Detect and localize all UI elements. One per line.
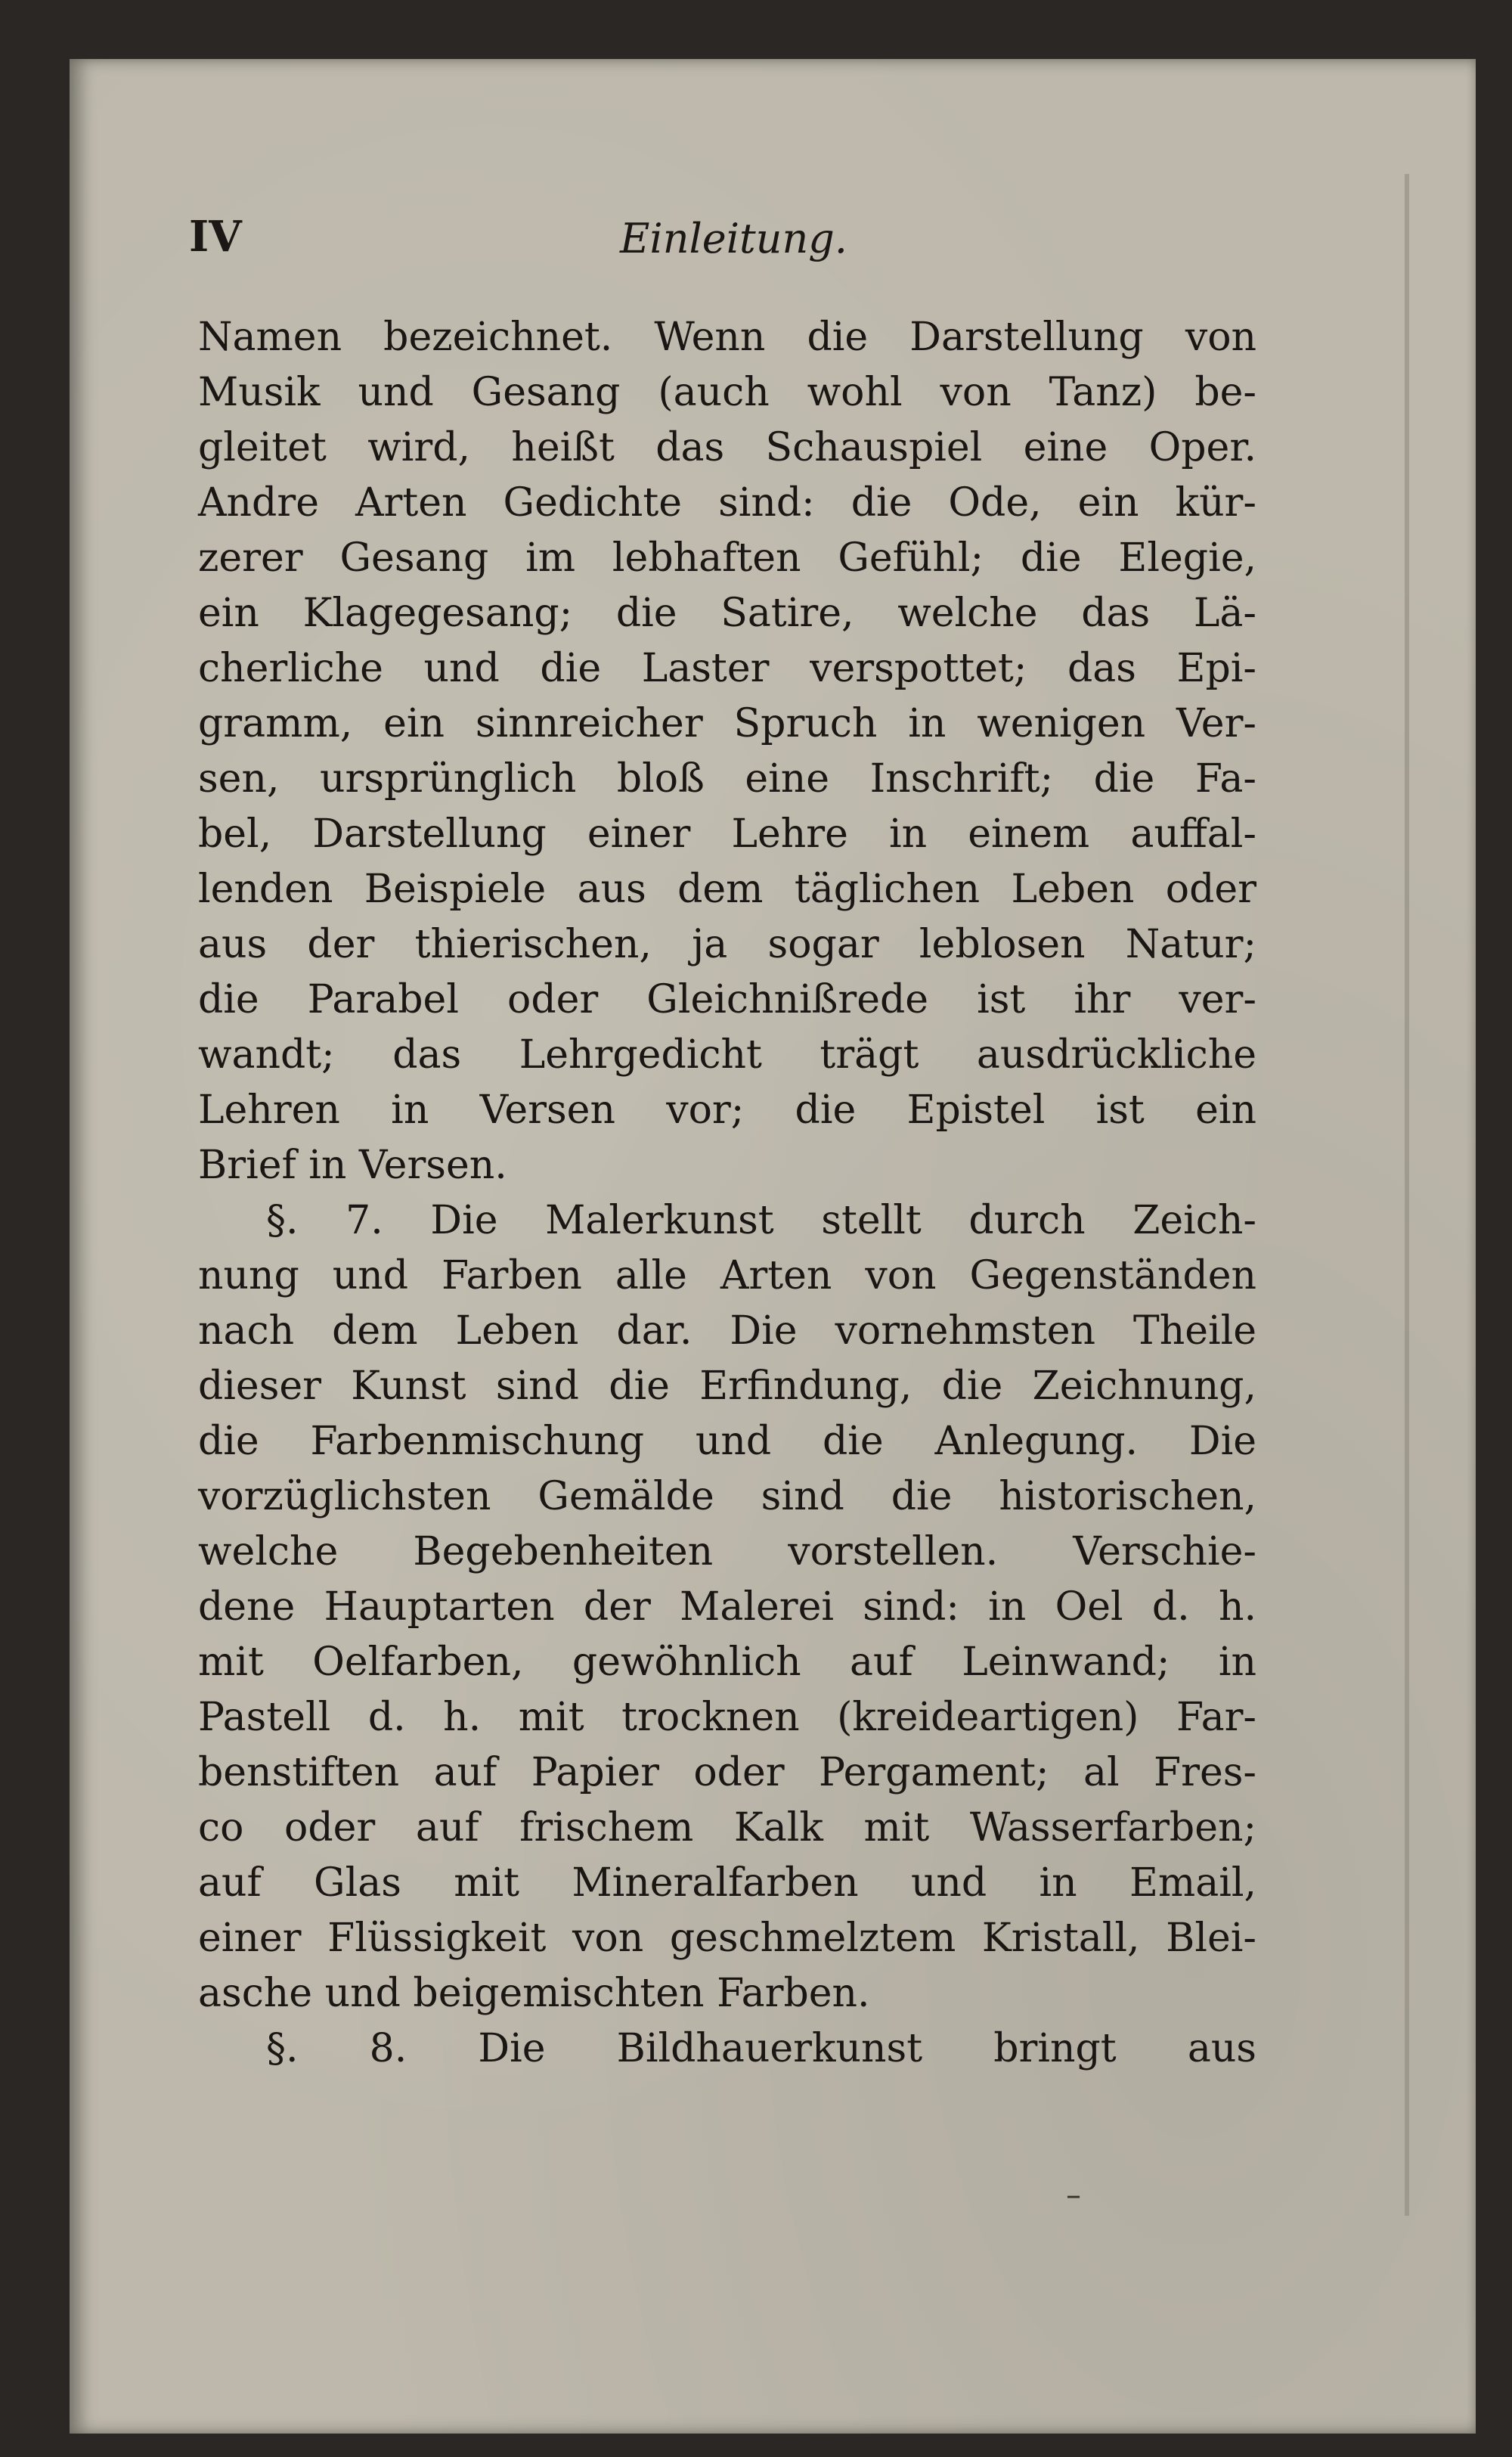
text-line: Andre Arten Gedichte sind: die Ode, ein kür- xyxy=(198,480,1256,526)
text-line: cherliche und die Laster verspottet; das Epi- xyxy=(198,646,1256,691)
text-line: dieser Kunst sind die Erfindung, die Zeichnung, xyxy=(198,1363,1256,1409)
text-line: vorzüglichsten Gemälde sind die historischen, xyxy=(198,1474,1256,1519)
section-heading-line: §. 8. Die Bildhauerkunst bringt aus xyxy=(266,2026,1256,2071)
page-number: IV xyxy=(189,212,242,262)
running-head: Einleitung. xyxy=(620,215,847,262)
text-line: co oder auf frischem Kalk mit Wasserfarben; xyxy=(198,1805,1256,1851)
text-line: welche Begebenheiten vorstellen. Verschie- xyxy=(198,1529,1256,1574)
text-line: einer Flüssigkeit von geschmelztem Kristall, Blei- xyxy=(198,1916,1256,1961)
printers-mark: – xyxy=(1066,2178,1081,2213)
text-line: benstiften auf Papier oder Pergament; al Fres- xyxy=(198,1750,1256,1795)
text-line: gramm, ein sinnreicher Spruch in wenigen Ver- xyxy=(198,701,1256,746)
text-line: Musik und Gesang (auch wohl von Tanz) be- xyxy=(198,370,1256,415)
body-text xyxy=(198,310,1256,2077)
text-line: auf Glas mit Mineralfarben und in Email, xyxy=(198,1860,1256,1906)
text-line: dene Hauptarten der Malerei sind: in Oel d. h. xyxy=(198,1584,1256,1630)
text-line: nach dem Leben dar. Die vornehmsten Theile xyxy=(198,1308,1256,1354)
text-line: mit Oelfarben, gewöhnlich auf Leinwand; in xyxy=(198,1640,1256,1685)
text-line: ein Klagegesang; die Satire, welche das Lä- xyxy=(198,591,1256,636)
text-line: zerer Gesang im lebhaften Gefühl; die Elegie, xyxy=(198,535,1256,581)
text-line: die Parabel oder Gleichnißrede ist ihr ver- xyxy=(198,977,1256,1022)
text-line: Lehren in Versen vor; die Epistel ist ein xyxy=(198,1087,1256,1133)
text-line: sen, ursprünglich bloß eine Inschrift; die Fa- xyxy=(198,756,1256,802)
text-line: Namen bezeichnet. Wenn die Darstellung von xyxy=(198,315,1256,360)
text-line: nung und Farben alle Arten von Gegenständen xyxy=(198,1253,1256,1298)
text-line: gleitet wird, heißt das Schauspiel eine Oper. xyxy=(198,425,1256,470)
text-line: die Farbenmischung und die Anlegung. Die xyxy=(198,1419,1256,1464)
text-line: asche und beigemischten Farben. xyxy=(198,1971,870,2016)
text-line: wandt; das Lehrgedicht trägt ausdrückliche xyxy=(198,1032,1256,1078)
page-edge-right xyxy=(1405,174,1409,2216)
text-line: bel, Darstellung einer Lehre in einem auffal- xyxy=(198,811,1256,857)
text-line: aus der thierischen, ja sogar leblosen Natur; xyxy=(198,922,1256,967)
text-line: Pastell d. h. mit trocknen (kreideartigen) Far- xyxy=(198,1695,1256,1740)
text-line: Brief in Versen. xyxy=(198,1143,507,1188)
section-heading-line: §. 7. Die Malerkunst stellt durch Zeich- xyxy=(266,1198,1256,1243)
page-header xyxy=(189,212,1247,272)
text-line: lenden Beispiele aus dem täglichen Leben oder xyxy=(198,867,1256,912)
